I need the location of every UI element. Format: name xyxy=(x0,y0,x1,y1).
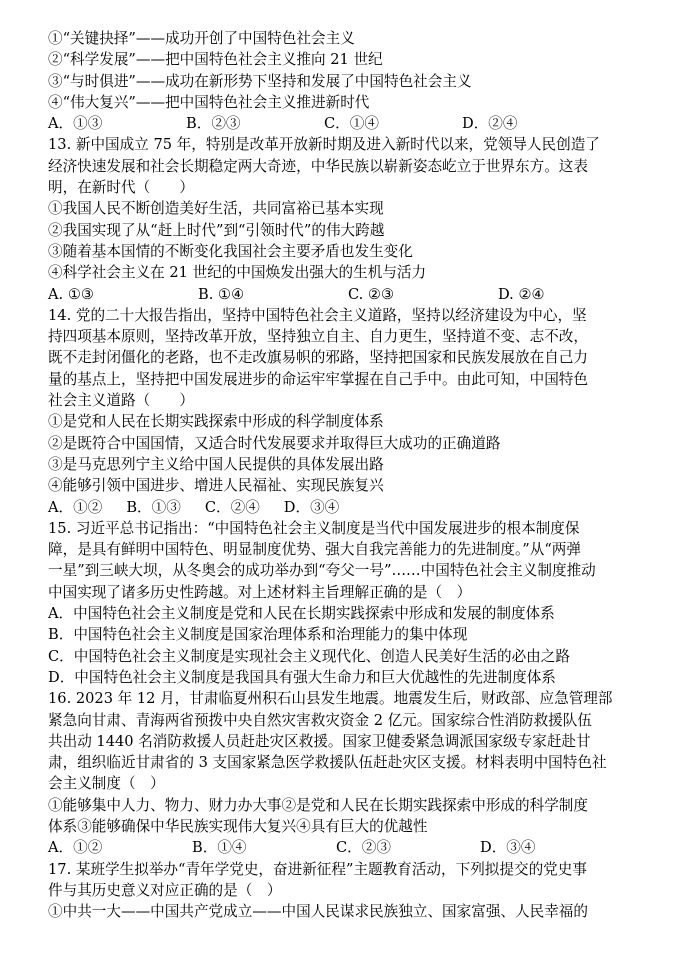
option-b: B．①③ xyxy=(126,498,181,516)
answer-options xyxy=(48,113,648,134)
statement-item: 体系③能够确保中华民族实现伟大复兴④具有巨大的优越性 xyxy=(48,817,428,835)
question-14-stem: 持四项基本原则，坚持改革开放，坚持独立自主、自力更生，坚持道不变、志不改， xyxy=(48,328,588,346)
question-14-stem: 14. 党的二十大报告指出，坚持中国特色社会主义道路，坚持以经济建设为中心，坚 xyxy=(48,306,587,324)
question-13-stem: 13. 新中国成立 75 年，特别是改革开放新时期及进入新时代以来，党领导人民创造了 xyxy=(48,136,600,154)
option-c: C．中国特色社会主义制度是实现社会主义现代化、创造人民美好生活的必由之路 xyxy=(48,647,570,665)
question-14-stem: 量的基点上，坚持把中国发展进步的命运牢牢掌握在自己手中。由此可知，中国特色 xyxy=(48,370,588,388)
question-15-stem: 障，是具有鲜明中国特色、明显制度优势、强大自我完善能力的先进制度。”从“两弹 xyxy=(48,541,581,559)
statement-item: ④能够引领中国进步、增进人民福祉、实现民族复兴 xyxy=(48,477,384,495)
statement-item: ②我国实现了从“赶上时代”到“引领时代”的伟大跨越 xyxy=(48,221,385,239)
statement-item: ④“伟大复兴”——把中国特色社会主义推进新时代 xyxy=(48,93,370,111)
statement-item: ①中共一大——中国共产党成立——中国人民谋求民族独立、国家富强、人民幸福的 xyxy=(48,903,588,921)
question-16-stem: 共出动 1440 名消防救援人员赶赴灾区救援。国家卫健委紧急调派国家级专家赶赴甘 xyxy=(48,732,591,750)
statement-item: ①我国人民不断创造美好生活，共同富裕已基本实现 xyxy=(48,200,384,218)
answer-options xyxy=(48,497,648,518)
option-d: D．中国特色社会主义制度是我国具有强大生命力和巨大优越性的先进制度体系 xyxy=(48,668,556,686)
option-c: C. ②③ xyxy=(348,285,395,303)
option-b: B．②③ xyxy=(186,115,241,133)
option-a: A．①③ xyxy=(48,115,103,133)
option-d: D. ②④ xyxy=(498,285,545,303)
option-b: B．中国特色社会主义制度是国家治理体系和治理能力的集中体现 xyxy=(48,626,468,644)
statement-item: ④科学社会主义在 21 世纪的中国焕发出强大的生机与活力 xyxy=(48,264,427,282)
answer-options xyxy=(48,284,648,305)
statement-item: ①“关键抉择”——成功开创了中国特色社会主义 xyxy=(48,30,355,47)
answer-options xyxy=(48,837,648,858)
question-16-stem: 16. 2023 年 12 月，甘肃临夏州积石山县发生地震。地震发生后，财政部、应急管理部 xyxy=(48,690,613,708)
question-17-stem: 17. 某班学生拟举办“青年学党史，奋进新征程”主题教育活动，下列拟提交的党史事 xyxy=(48,860,587,878)
option-c: C．①④ xyxy=(324,115,379,133)
statement-item: ③“与时俱进”——成功在新形势下坚持和发展了中国特色社会主义 xyxy=(48,72,472,90)
option-b: B．①④ xyxy=(192,839,247,857)
question-17-stem: 件与其历史意义对应正确的是（ ） xyxy=(48,881,282,899)
option-d: D．③④ xyxy=(283,498,340,516)
statement-item: ③是马克思列宁主义给中国人民提供的具体发展出路 xyxy=(48,455,384,473)
question-16-stem: 会主义制度（ ） xyxy=(48,775,165,793)
statement-item: ①能够集中人力、物力、财力办大事②是党和人民在长期实践探索中形成的科学制度 xyxy=(48,796,588,814)
option-c: C．②④ xyxy=(204,498,260,516)
option-a: A．①② xyxy=(48,498,103,516)
statement-item: ②是既符合中国国情，又适合时代发展要求并取得巨大成功的正确道路 xyxy=(48,434,501,452)
question-15-stem: 中国实现了诸多历史性跨越。对上述材料主旨理解正确的是（ ） xyxy=(48,583,472,601)
option-b: B. ①④ xyxy=(198,285,245,303)
question-14-stem: 既不走封闭僵化的老路，也不走改旗易帜的邪路，坚持把国家和民族发展放在自己力 xyxy=(48,349,588,367)
question-14-stem: 社会主义道路（ ） xyxy=(48,392,194,410)
statement-item: ②“科学发展”——把中国特色社会主义推向 21 世纪 xyxy=(48,51,383,69)
option-a: A．中国特色社会主义制度是党和人民在长期实践探索中形成和发展的制度体系 xyxy=(48,605,555,623)
option-a: A．①② xyxy=(48,839,103,857)
question-13-stem: 明，在新时代（ ） xyxy=(48,179,194,197)
option-c: C．②③ xyxy=(336,839,391,857)
question-13-stem: 经济快速发展和社会长期稳定两大奇迹，中华民族以崭新姿态屹立于世界东方。这表 xyxy=(48,157,588,175)
option-d: D．③④ xyxy=(480,839,536,857)
question-15-stem: 一星”到三峡大坝，从冬奥会的成功举办到“夸父一号”……中国特色社会主义制度推动 xyxy=(48,562,596,580)
option-d: D．②④ xyxy=(462,115,518,133)
question-16-stem: 肃，组织临近甘肃省的 3 支国家紧急医学救援队伍赶赴灾区支援。材料表明中国特色社 xyxy=(48,754,607,772)
option-a: A. ①③ xyxy=(48,285,94,303)
statement-item: ③随着基本国情的不断变化我国社会主要矛盾也发生变化 xyxy=(48,242,413,260)
question-16-stem: 紧急向甘肃、青海两省预拨中央自然灾害救灾资金 2 亿元。国家综合性消防救援队伍 xyxy=(48,711,592,729)
statement-item: ①是党和人民在长期实践探索中形成的科学制度体系 xyxy=(48,413,384,431)
question-15-stem: 15. 习近平总书记指出：“中国特色社会主义制度是当代中国发展进步的根本制度保 xyxy=(48,519,580,537)
